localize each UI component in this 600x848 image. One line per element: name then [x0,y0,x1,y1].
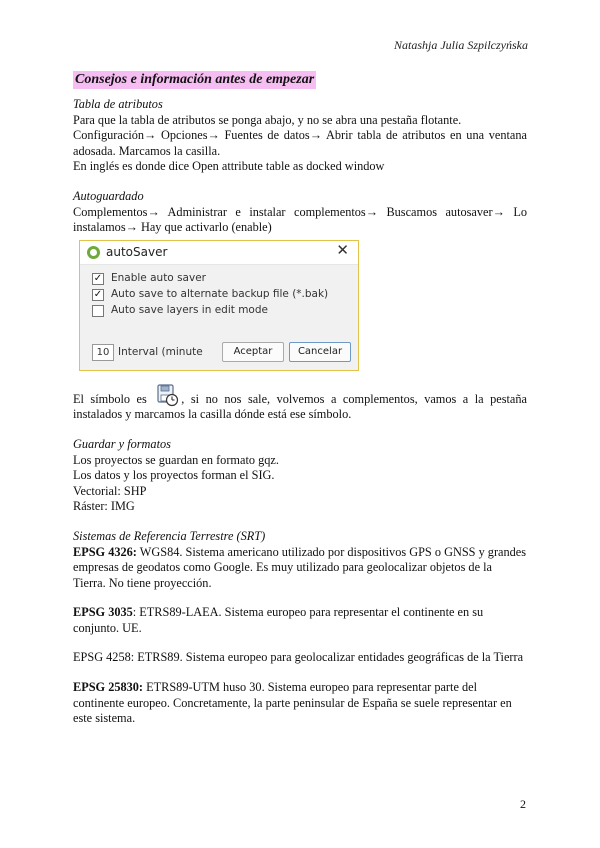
cancel-button[interactable]: Cancelar [289,342,351,362]
symbol-text-before: El símbolo es [73,391,147,406]
srt-text: WGS84. Sistema americano utilizado por dispositivos GPS o GNSS y grandes empresas de geodatos como Google. Es muy utilizado para geolocalizar objetos de la Tierra. No tiene proyección. [73,544,527,590]
symbol-text-after: , si no nos sale, volvemos a complementos, vamos a la pestaña instalados y marcamos la casilla dónde está ese símbolo. [73,391,527,422]
srt-item-4326 [73,545,527,592]
page-content [73,71,527,727]
author-header: Natashja Julia Szpilczyńska [394,38,528,52]
srt-code: EPSG 4326: [73,544,137,559]
formats-line-2: Los datos y los proyectos forman el SIG. [73,468,275,483]
srt-text: EPSG 4258: ETRS89. Sistema europeo para geolocalizar entidades geográficas de la Tierra [73,650,524,665]
dialog-titlebar [80,241,358,265]
srt-item-3035 [73,605,527,636]
formats-line-3: Vectorial: SHP [73,483,147,498]
formats-line-1: Los proyectos se guardan en formato gqz. [73,452,279,467]
formats-heading: Guardar y formatos [73,436,171,451]
interval-label: Interval (minute [118,345,203,358]
option-label: Enable auto saver [111,271,206,284]
srt-item-25830 [73,680,527,727]
section-title: Consejos e información antes de empezar [75,72,315,87]
srt-item-4258 [73,650,527,666]
autosave-line-1: Complementos→ Administrar e instalar complementos→ Buscamos autosaver→ Lo instalamos→ Hay que activarlo (enable) [73,204,527,235]
page-number: 2 [520,797,526,811]
option-label: Auto save layers in edit mode [111,303,268,316]
option-enable-auto-saver[interactable] [92,273,206,285]
autosave-heading: Autoguardado [73,188,144,203]
option-label: Auto save to alternate backup file (*.bak) [111,287,329,300]
interval-input[interactable]: 10 [92,344,114,361]
attributes-line-3: En inglés es donde dice Open attribute table as docked window [73,159,385,174]
option-backup-file[interactable] [92,289,328,301]
dialog-title: autoSaver [106,244,168,259]
attributes-line-1: Para que la tabla de atributos se ponga abajo, y no se abra una pestaña flotante. [73,112,462,127]
autosaver-plugin-icon [155,383,179,407]
accept-button[interactable]: Aceptar [222,342,284,362]
close-icon[interactable]: ✕ [336,240,349,259]
formats-line-4: Ráster: IMG [73,499,135,514]
checkbox-checked-icon[interactable]: ✓ [93,288,103,300]
checkbox-checked-icon[interactable]: ✓ [93,272,103,284]
option-edit-mode[interactable] [92,305,268,317]
srt-heading: Sistemas de Referencia Terrestre (SRT) [73,528,266,543]
srt-code: EPSG 25830: [73,680,144,695]
checkbox-unchecked-icon[interactable] [92,305,104,317]
srt-text: : ETRS89-LAEA. Sistema europeo para representar el continente en su conjunto. UE. [73,605,484,635]
attributes-heading: Tabla de atributos [73,97,163,111]
srt-code: EPSG 3035 [73,605,133,620]
qgis-logo-icon [87,246,100,259]
attributes-line-2: Configuración→ Opciones→ Fuentes de datos→ Abrir tabla de atributos en una ventana adosada. Marcamos la casilla. [73,128,527,158]
srt-text: ETRS89-UTM huso 30. Sistema europeo para representar parte del continente europeo. Concretamente, la parte peninsular de España se suele representar en este sistema. [73,680,512,726]
autosave-symbol-paragraph [73,383,527,423]
autosaver-dialog-screenshot [79,240,359,371]
